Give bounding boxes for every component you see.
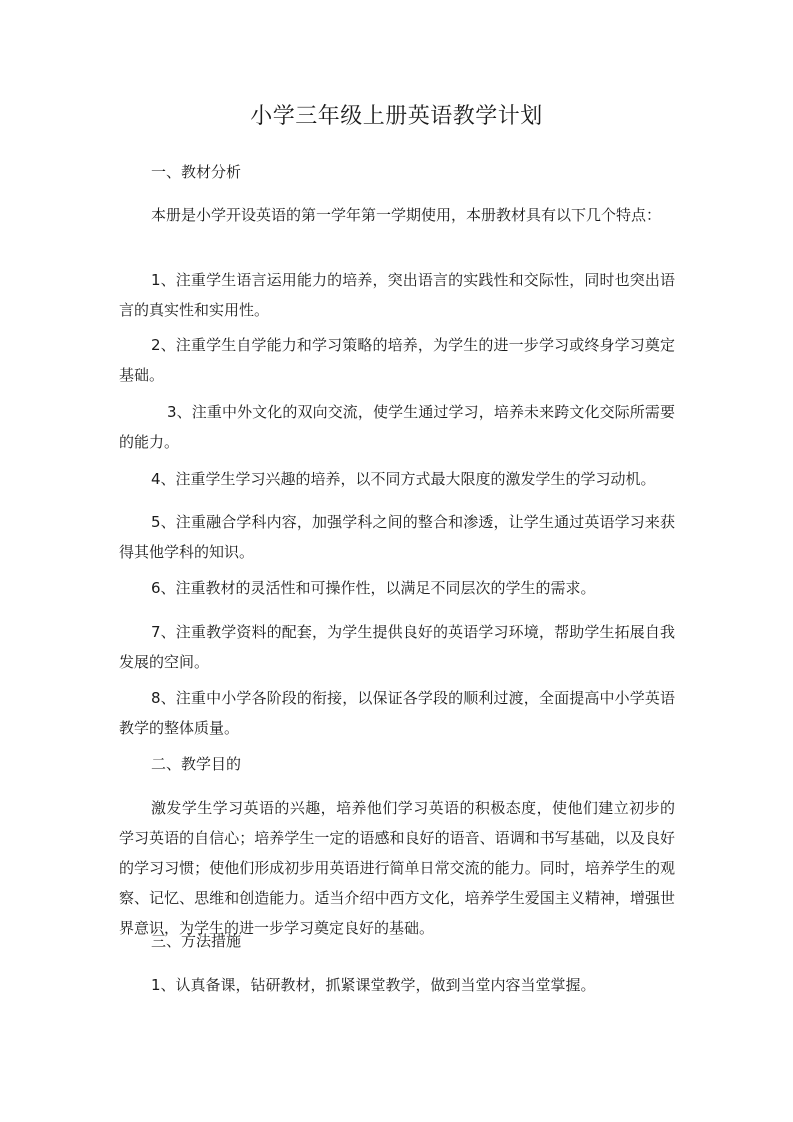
feature-item-4: 4、注重学生学习兴趣的培养，以不同方式最大限度的激发学生的学习动机。	[151, 470, 656, 488]
section-heading-teaching-goals: 二、教学目的	[151, 755, 242, 773]
document-title: 小学三年级上册英语教学计划	[250, 104, 543, 129]
feature-item-7: 7、注重教学资料的配套，为学生提供良好的英语学习环境，帮助学生拓展自我发展的空间。	[119, 623, 675, 671]
feature-item-5: 5、注重融合学科内容，加强学科之间的整合和渗透，让学生通过英语学习来获得其他学科的知识。	[119, 513, 675, 561]
method-item-1: 1、认真备课，钻研教材，抓紧课堂教学，做到当堂内容当堂掌握。	[151, 976, 596, 994]
teaching-goals-paragraph: 激发学生学习英语的兴趣，培养他们学习英语的积极态度，使他们建立初步的学习英语的自信心；培养学生一定的语感和良好的语音、语调和书写基础，以及良好的学习习惯；使他们形成初步用英语进行简单日常交流的能力。同时，培养学生的观察、记忆、思维和创造能力。适当介绍中西方文化，培养学生爱国主义精神，增强世界意识，为学生的进一步学习奠定良好的基础。	[119, 799, 675, 937]
section-intro-paragraph: 本册是小学开设英语的第一学年第一学期使用，本册教材具有以下几个特点：	[151, 206, 662, 224]
feature-item-2: 2、注重学生自学能力和学习策略的培养，为学生的进一步学习或终身学习奠定基础。	[119, 336, 675, 384]
feature-item-1: 1、注重学生语言运用能力的培养，突出语言的实践性和交际性，同时也突出语言的真实性和实用性。	[119, 271, 675, 319]
section-heading-methods: 三、方法措施	[151, 932, 242, 950]
feature-item-8: 8、注重中小学各阶段的衔接，以保证各学段的顺利过渡，全面提高中小学英语教学的整体质量。	[119, 689, 675, 737]
section-heading-textbook-analysis: 一、教材分析	[151, 163, 242, 181]
feature-item-6: 6、注重教材的灵活性和可操作性，以满足不同层次的学生的需求。	[151, 579, 596, 597]
feature-item-3: 3、注重中外文化的双向交流，使学生通过学习，培养未来跨文化交际所需要的能力。	[119, 403, 675, 451]
